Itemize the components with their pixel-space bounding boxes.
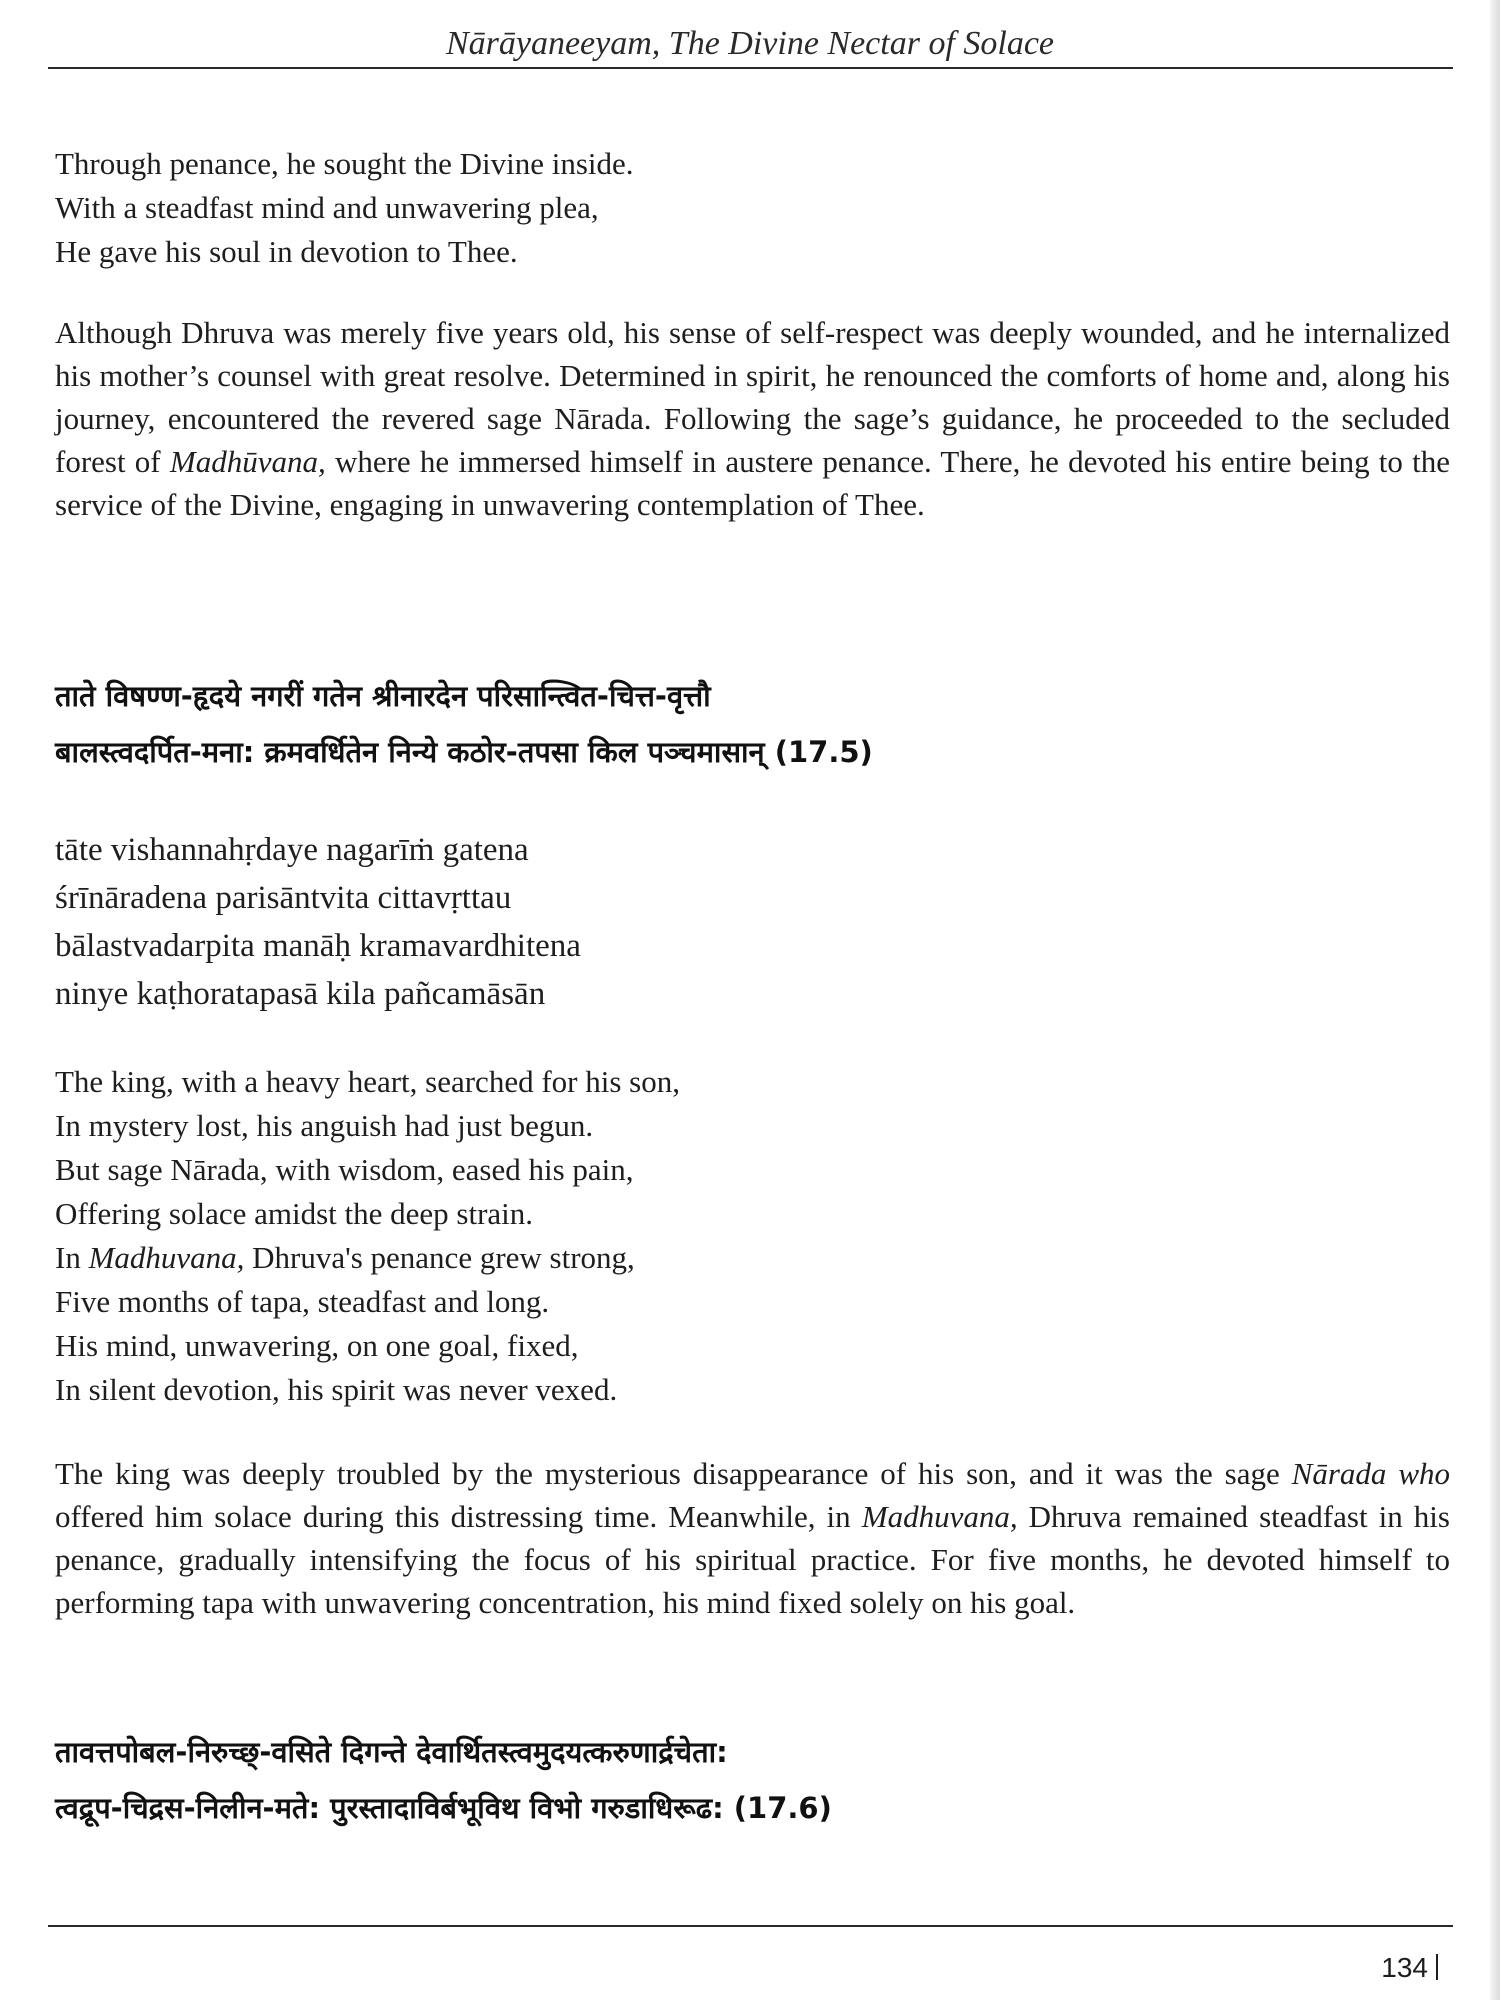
prose-text: where he immersed himself in austere penance. There, he devoted his entire being to the service of the Divine, engaging in unwavering contemplation of Thee. (55, 444, 1451, 522)
footer-rule (48, 1925, 1453, 1927)
translit-line: śrīnāradena parisāntvita cittavṛttau (55, 880, 512, 916)
page-edge (1490, 0, 1500, 2000)
sanskrit-line: त्वद्रूप-चिद्रस-निलीन-मते: पुरस्तादाविर्बभूविथ विभो गरुडाधिरूढ: (17.6) (55, 1791, 832, 1825)
prose-italic-place: Madhuvana, (861, 1499, 1018, 1534)
sanskrit-line: तावत्तपोबल-निरुच्छ्-वसिते दिगन्ते देवार्थितस्त्वमुदयत्करुणार्द्रचेता: (55, 1735, 728, 1769)
poem-line: In silent devotion, his spirit was never vexed. (55, 1372, 618, 1407)
poem-line: But sage Nārada, with wisdom, eased his pain, (55, 1152, 634, 1187)
page-number-bar (1436, 1954, 1438, 1980)
page-number-text: 134 (1381, 1952, 1428, 1983)
poem-stanza-2 (55, 1060, 1450, 1412)
poem-line: In mystery lost, his anguish had just begun. (55, 1108, 594, 1143)
translit-line: bālastvadarpita manāḥ kramavardhitena (55, 928, 581, 964)
sanskrit-line: ताते विषण्ण-हृदये नगरीं गतेन श्रीनारदेन परिसान्त्वित-चित्त-वृत्तौ (55, 679, 711, 713)
poem-line: Offering solace amidst the deep strain. (55, 1196, 534, 1231)
poem-line: With a steadfast mind and unwavering plea, (55, 190, 599, 225)
poem-line: Five months of tapa, steadfast and long. (55, 1284, 550, 1319)
prose-text: Although Dhruva was merely five years old, his sense of self-respect was deeply wounded, and he internalized his mother’s counsel with great resolve. Determined in spirit, he renounced the comforts of home and, along his journey, encountered the revered sage Nārada. Following the sage’s guidance, he proceeded to the secluded forest of (55, 315, 1450, 479)
translit-line: tāte vishannahṛdaye nagarīṁ gatena (55, 832, 529, 868)
header-rule (48, 67, 1453, 69)
page-number (1381, 1950, 1438, 1986)
poem-line: Through penance, he sought the Divine inside. (55, 146, 634, 181)
poem-line: He gave his soul in devotion to Thee. (55, 234, 518, 269)
poem-text: In (55, 1240, 89, 1275)
sanskrit-verse-17-6 (55, 1724, 1450, 1836)
poem-text: Dhruva's penance grew strong, (244, 1240, 635, 1275)
translit-line: ninye kaṭhoratapasā kila pañcamāsān (55, 976, 546, 1012)
sanskrit-line: बालस्त्वदर्पित-मना: क्रमवर्धितेन निन्ये कठोर-तपसा किल पञ्चमासान् (17.5) (55, 735, 873, 769)
prose-paragraph-1 (55, 311, 1450, 526)
transliteration-17-5 (55, 826, 1450, 1018)
prose-text: The king was deeply troubled by the mysterious disappearance of his son, and it was the sage (55, 1456, 1292, 1491)
prose-paragraph-2 (55, 1452, 1450, 1624)
prose-text: offered him solace during this distressing time. Meanwhile, in (55, 1499, 862, 1534)
sanskrit-verse-17-5 (55, 668, 1450, 780)
prose-italic-name: Nārada who (1291, 1456, 1451, 1491)
prose-italic-place: Madhūvana, (169, 444, 326, 479)
poem-stanza-1 (55, 142, 1450, 274)
poem-line: The king, with a heavy heart, searched for his son, (55, 1064, 680, 1099)
prose-text: Dhruva remained steadfast in his penance, gradually intensifying the focus of his spiritual practice. For five months, he devoted himself to performing tapa with unwavering concentration, his mind fixed solely on his goal. (55, 1499, 1450, 1620)
poem-italic-place: Madhuvana, (88, 1240, 245, 1275)
running-head: Nārāyaneeyam, The Divine Nectar of Solace (445, 25, 1055, 62)
poem-line: His mind, unwavering, on one goal, fixed, (55, 1328, 579, 1363)
poem-line (55, 1236, 1450, 1280)
